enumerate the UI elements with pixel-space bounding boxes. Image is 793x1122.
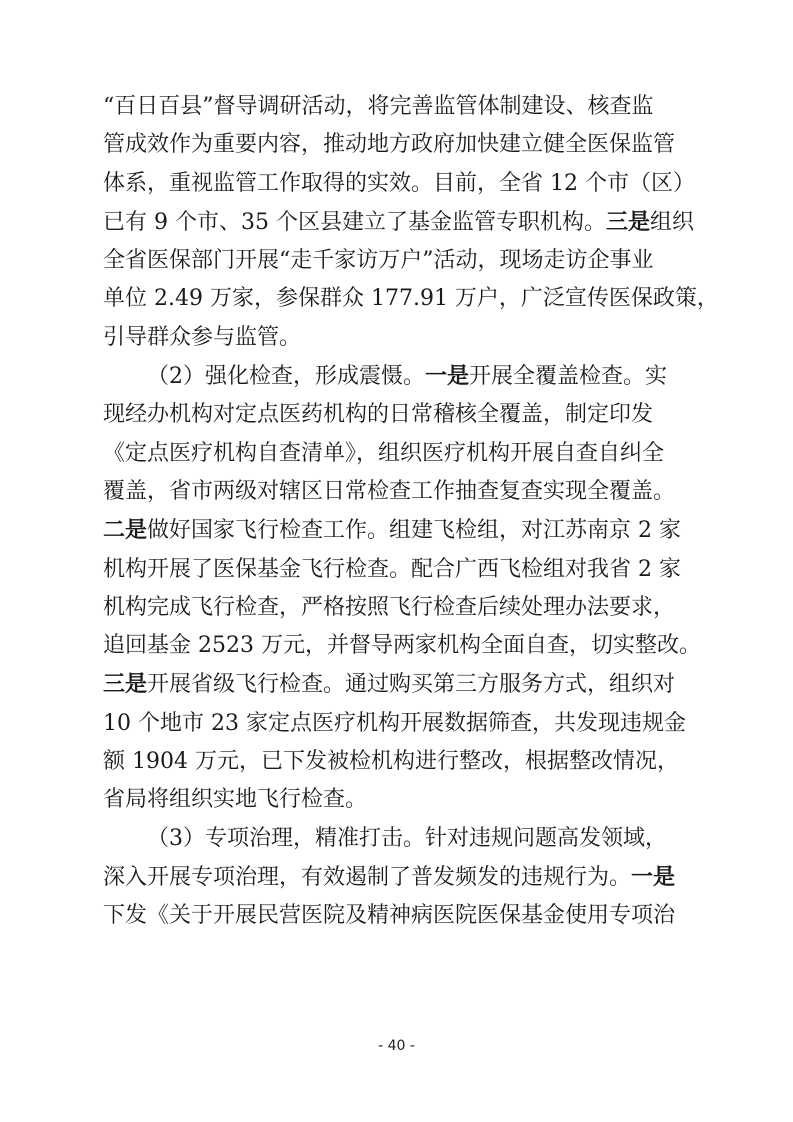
text-line (103, 165, 695, 203)
text-line (103, 781, 685, 819)
text-line (103, 551, 685, 589)
text-line (103, 280, 719, 318)
text-line (103, 705, 685, 743)
text-line (103, 473, 685, 511)
bold-marker: 三是 (103, 671, 148, 698)
text-line (103, 897, 685, 935)
text-segment: （2）强化检查，形成震慑。 (147, 364, 425, 390)
text-segment: 覆盖，省市两级对辖区日常检查工作抽查复查实现全覆盖。 (103, 478, 676, 504)
text-segment: 已有 9 个市、35 个区县建立了基金监管专职机构。 (103, 209, 606, 235)
text-line (103, 203, 695, 242)
text-line (103, 820, 685, 858)
text-segment: 省局将组织实地飞行检查。 (103, 787, 368, 813)
paragraph (103, 820, 685, 936)
text-segment: 管成效作为重要内容，推动地方政府加快建立健全医保监管 (103, 132, 676, 158)
paragraph (103, 88, 719, 357)
text-segment: 组织 (650, 209, 695, 235)
text-segment: 单位 2.49 万家，参保群众 177.91 万户，广泛宣传医保政策， (103, 286, 719, 312)
text-line (103, 743, 685, 781)
text-segment: 现经办机构对定点医药机构的日常稽核全覆盖，制定印发 (103, 402, 654, 428)
page-number: - 40 - (378, 1038, 415, 1054)
text-segment: 引导群众参与监管。 (103, 324, 302, 350)
text-line (103, 126, 685, 164)
text-segment: 做好国家飞行检查工作。组建飞检组，对江苏南京 2 家 (147, 518, 682, 544)
text-line (103, 858, 685, 897)
text-segment: 《定点医疗机构自查清单》，组织医疗机构开展自查自纠全 (103, 440, 665, 466)
body-text (103, 88, 719, 936)
bold-marker: 二是 (103, 517, 148, 544)
text-segment: 开展省级飞行检查。通过购买第三方服务方式，组织对 (147, 672, 676, 698)
text-segment: 机构完成飞行检查，严格按照飞行检查后续处理办法要求， (103, 594, 676, 620)
text-line (103, 589, 685, 627)
text-segment: “百日百县”督导调研活动，将完善监管体制建设、核查监 (103, 94, 654, 119)
text-line (103, 627, 701, 665)
text-segment: 全省医保部门开展“走千家访万户”活动，现场走访企事业 (103, 248, 654, 274)
text-segment: 体系，重视监管工作取得的实效。目前，全省 12 个市（区） (103, 170, 695, 196)
text-line (103, 665, 685, 704)
text-segment: 深入开展专项治理，有效遏制了普发频发的违规行为。 (103, 864, 632, 890)
text-line (103, 511, 685, 550)
text-segment: 10 个地市 23 家定点医疗机构开展数据筛查，共发现违规金 (103, 710, 686, 736)
bold-marker: 三是 (605, 208, 650, 235)
text-segment: 机构开展了医保基金飞行检查。配合广西飞检组对我省 2 家 (103, 556, 681, 582)
text-segment: 下发《关于开展民营医院及精神病医院医保基金使用专项治 (103, 903, 676, 929)
text-line (103, 396, 685, 434)
text-line (103, 435, 685, 473)
text-segment: 开展全覆盖检查。实 (469, 364, 668, 390)
bold-marker: 一是 (425, 363, 470, 390)
text-line (103, 242, 685, 280)
text-segment: （3）专项治理，精准打击。针对违规问题高发领域， (147, 825, 667, 851)
text-segment: 追回基金 2523 万元，并督导两家机构全面自查，切实整改。 (103, 633, 701, 659)
text-line (103, 357, 685, 396)
paragraph (103, 357, 701, 820)
bold-marker: 一是 (631, 863, 676, 890)
text-line (103, 88, 685, 126)
text-segment: 额 1904 万元，已下发被检机构进行整改，根据整改情况， (103, 749, 679, 775)
text-line (103, 319, 685, 357)
